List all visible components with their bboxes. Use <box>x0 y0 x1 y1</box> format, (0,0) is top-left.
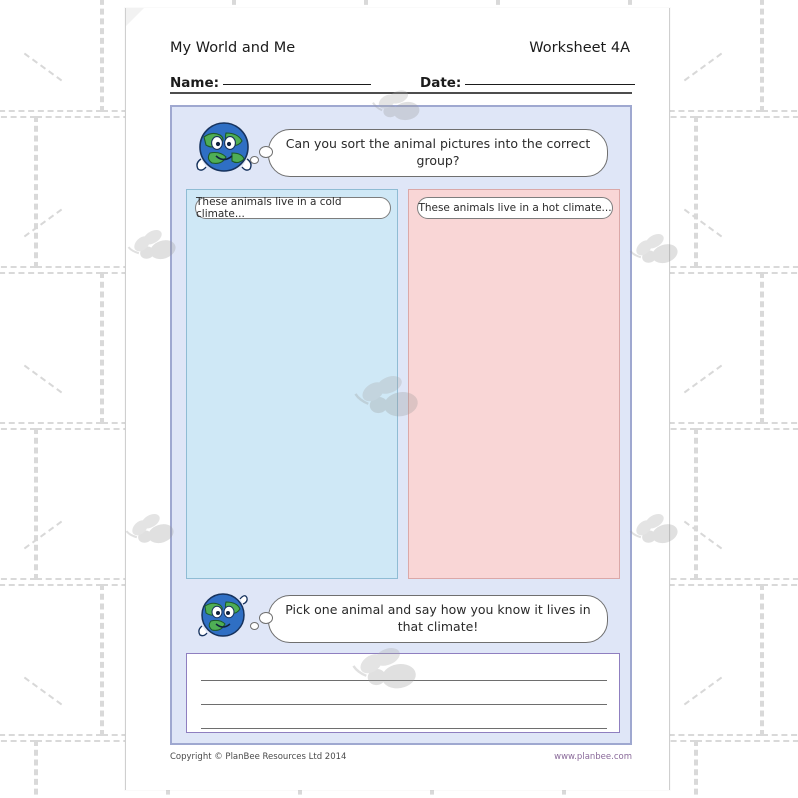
page-title: My World and Me <box>170 40 296 56</box>
answer-line[interactable] <box>201 728 607 729</box>
sort-column-cold-label: These animals live in a cold climate... <box>195 197 391 219</box>
sort-column-hot[interactable] <box>408 189 620 579</box>
bubble-tail-large-icon <box>259 146 273 158</box>
prompt-top-text: Can you sort the animal pictures into the correct group? <box>285 136 591 168</box>
prompt-bottom-text: Pick one animal and say how you know it lives in that climate! <box>285 602 591 634</box>
globe-character-icon-bottom <box>194 589 256 643</box>
bee-watermark-icon <box>369 84 428 131</box>
name-field-label <box>170 75 371 91</box>
worksheet-number: Worksheet 4A <box>529 40 630 56</box>
answer-line[interactable] <box>201 704 607 705</box>
prompt-bubble-top <box>268 129 608 177</box>
bubble-tail-small-icon <box>250 156 259 164</box>
sort-column-hot-label: These animals live in a hot climate... <box>417 197 613 219</box>
name-write-line[interactable] <box>223 84 371 85</box>
globe-character-icon <box>190 119 262 181</box>
bubble-tail-large-icon-bottom <box>259 612 273 624</box>
website-text: www.planbee.com <box>554 752 632 762</box>
worksheet-footer <box>170 752 632 762</box>
worksheet-header <box>170 40 632 56</box>
date-label-text: Date: <box>420 75 462 91</box>
name-label-text: Name: <box>170 75 220 91</box>
page-corner-fold <box>126 8 144 26</box>
date-write-line[interactable] <box>465 84 635 85</box>
date-field-label <box>420 75 635 91</box>
copyright-text: Copyright © PlanBee Resources Ltd 2014 <box>170 752 347 762</box>
prompt-bubble-bottom <box>268 595 608 643</box>
bubble-tail-small-icon-bottom <box>250 622 259 630</box>
